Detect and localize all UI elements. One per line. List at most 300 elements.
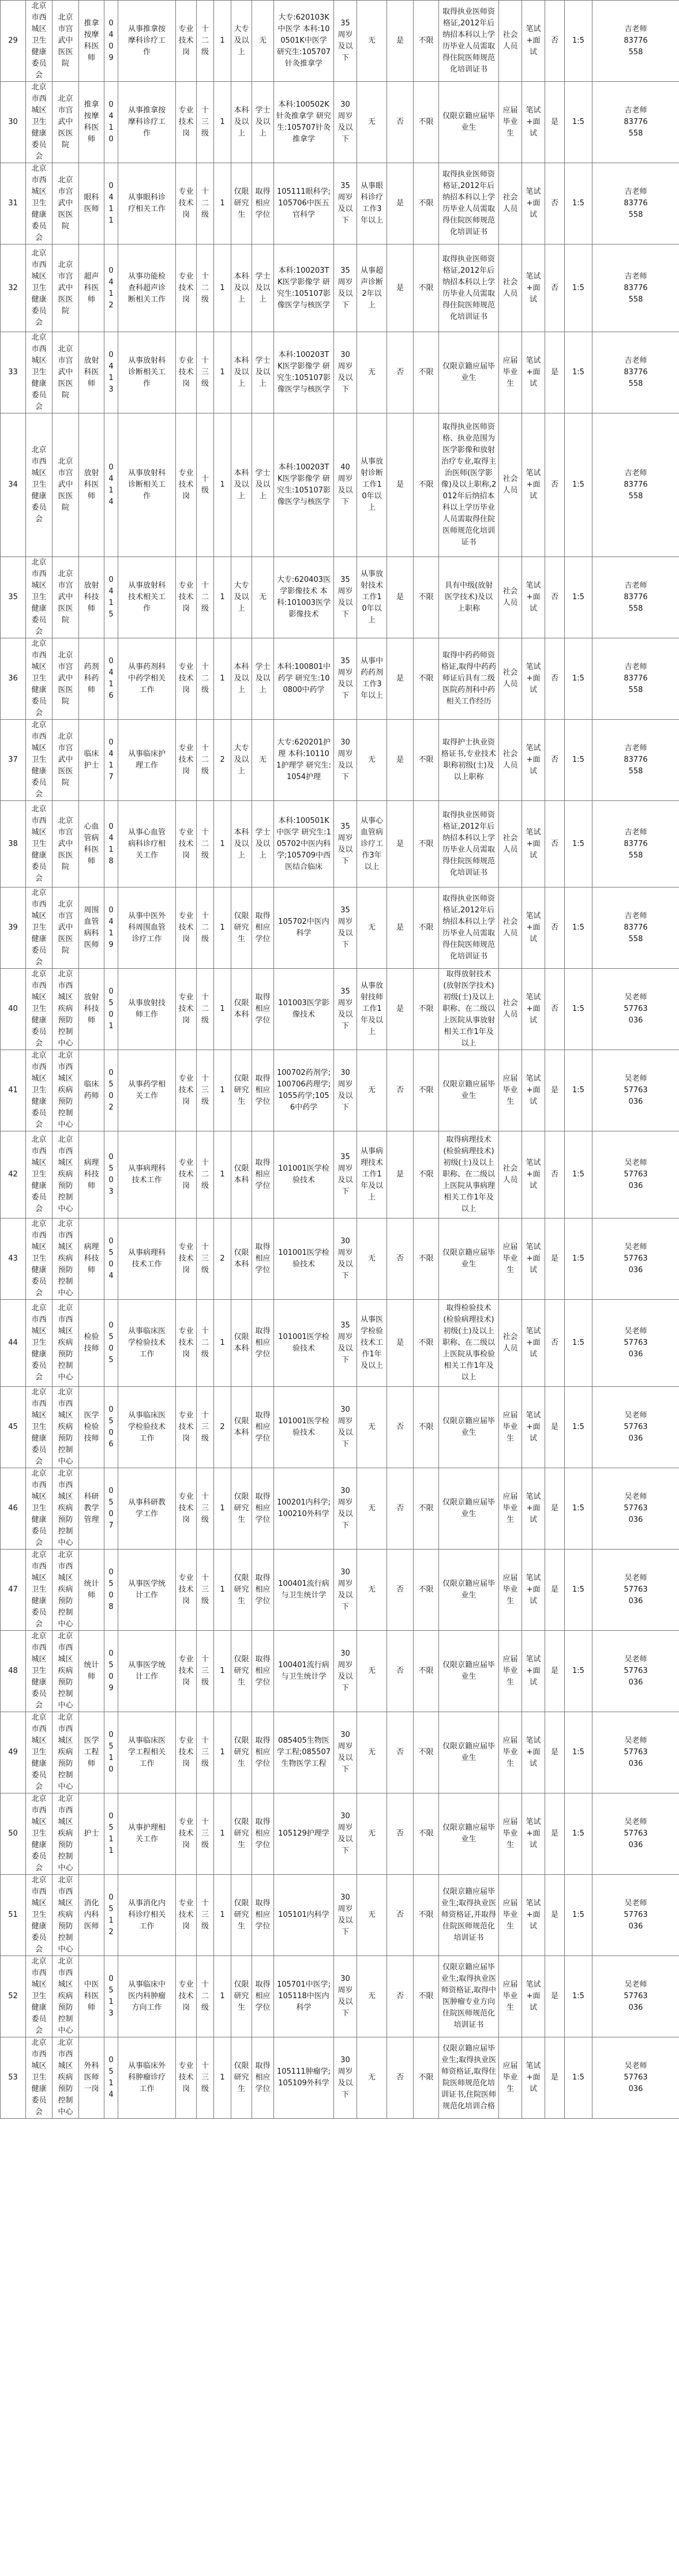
cell-level [197,638,214,720]
cell-degree-text: 取得相应学位 [255,2062,271,2093]
cell-experience [357,82,387,163]
cell-count-text: 1 [220,1748,225,1757]
cell-party-text: 不限 [418,1504,434,1513]
cell-contact-text: 吉老师83776558 [624,272,648,304]
cell-dept [26,1387,52,1468]
cell-count [214,969,231,1050]
cell-major [274,1712,334,1793]
cell-age [334,720,357,801]
cell-major [274,801,334,888]
cell-exam-text: 笔试+面试 [526,469,541,501]
cell-exam [522,1712,545,1793]
cell-post-text: 病理科技师 [84,1159,99,1190]
cell-ratio-text: 1:5 [572,1992,584,2000]
cell-ratio [565,557,592,638]
cell-no [1,1050,26,1131]
cell-contact [592,801,679,888]
cell-dept [26,245,52,332]
cell-ratio-text: 1:5 [572,1829,584,1838]
cell-intro-text: 从事中医外科周围血管诊疗工作 [127,912,166,943]
cell-count [214,332,231,413]
cell-exam [522,332,545,413]
cell-level-text: 十三级 [201,356,209,388]
cell-dept [26,1631,52,1712]
table-row [1,2037,679,2119]
cell-local-text: 是 [396,1170,404,1179]
cell-source-text: 社会人员 [502,1164,518,1184]
cell-degree-text: 取得相应学位 [255,1574,271,1605]
cell-age [334,1793,357,1875]
cell-post [79,1875,104,1956]
cell-major-text: 大专:620201护理 本科:101101护理学 研究生:1054护理 [276,738,331,781]
cell-degree [252,245,274,332]
cell-local [387,1468,414,1550]
cell-age [334,1131,357,1219]
cell-exam [522,2037,545,2119]
cell-ratio-text: 1:5 [572,1086,584,1095]
cell-count [214,720,231,801]
cell-education [231,1219,252,1300]
cell-exam [522,1956,545,2037]
cell-intro-text: 从事放射技师工作 [127,999,166,1019]
table-row [1,82,679,163]
cell-experience-text: 无 [367,118,376,126]
cell-other [439,1468,499,1550]
table-row [1,332,679,413]
cell-source [499,1875,522,1956]
cell-degree-text: 学士及以上 [255,356,271,388]
cell-education-text: 仅限本科 [234,1333,249,1353]
cell-local [387,1793,414,1875]
cell-dept [26,1219,52,1300]
cell-source-text: 社会人员 [502,833,518,854]
cell-category [176,1387,197,1468]
cell-source [499,245,522,332]
cell-special [545,1956,565,2037]
table-row [1,969,679,1050]
cell-special [545,82,565,163]
cell-category-text: 专业技术岗 [178,993,194,1025]
cell-dept [26,163,52,245]
cell-major [274,163,334,245]
cell-age-text: 35周岁及以下 [337,822,353,866]
cell-special-text: 是 [550,1829,558,1838]
cell-count [214,1468,231,1550]
cell-exam-text: 笔试+面试 [526,1818,541,1849]
cell-unit-text: 北京市西城区疾病预防控制中心 [58,1632,73,1710]
cell-level-text: 十三级 [201,1074,209,1106]
cell-no-text: 34 [8,480,18,489]
cell-party [414,1387,439,1468]
cell-post [79,332,104,413]
cell-code [104,1387,118,1468]
cell-special-text: 否 [550,1170,558,1179]
cell-party-text: 不限 [418,593,434,601]
cell-degree [252,1631,274,1712]
cell-party-text: 不限 [418,1748,434,1757]
cell-exam-text: 笔试+面试 [526,106,541,138]
cell-post [79,888,104,969]
cell-party-text: 不限 [418,1585,434,1594]
cell-intro [118,888,176,969]
cell-post [79,163,104,245]
cell-post-text: 检验技师 [84,1333,99,1353]
cell-no-text: 29 [8,36,18,45]
cell-unit-text: 北京市宫武中医医院 [58,457,73,512]
cell-post-text: 放射科技师 [84,581,99,613]
cell-category [176,638,197,720]
cell-degree-text: 无 [258,593,267,601]
cell-contact-text: 吴老师57763036 [624,2062,648,2093]
cell-education-text: 仅限本科 [234,1417,249,1437]
cell-ratio [565,82,592,163]
cell-unit-text: 北京市宫武中医医院 [58,900,73,955]
cell-special [545,1468,565,1550]
cell-special [545,888,565,969]
cell-intro-text: 从事消化内科诊疗相关工作 [127,1899,166,1931]
cell-local [387,1956,414,2037]
cell-dept-text: 北京市西城区卫生健康委员会 [31,1135,47,1213]
cell-degree-text: 取得相应学位 [255,1243,271,1274]
cell-intro [118,1712,176,1793]
cell-contact [592,1387,679,1468]
cell-education [231,557,252,638]
cell-dept-text: 北京市西城区卫生健康委员会 [31,889,47,967]
cell-dept [26,1793,52,1875]
cell-no-text: 35 [8,593,18,601]
cell-unit-text: 北京市西城区疾病预防控制中心 [58,1304,73,1382]
cell-exam-text: 笔试+面试 [526,25,541,57]
cell-unit [52,413,79,557]
cell-exam-text: 笔试+面试 [526,1411,541,1443]
table-row [1,163,679,245]
cell-contact [592,82,679,163]
cell-contact [592,332,679,413]
cell-level [197,2037,214,2119]
cell-dept [26,1,52,82]
cell-code-text: 0413 [108,351,114,394]
cell-intro-text: 从事医学统计工作 [127,1580,166,1600]
cell-local [387,720,414,801]
cell-other [439,332,499,413]
cell-major [274,413,334,557]
cell-intro-text: 从事病理科技术工作 [127,1248,166,1269]
cell-education [231,1387,252,1468]
cell-contact-text: 吉老师83776558 [624,581,648,613]
cell-other-text: 取得执业医师资格证,2012年后纳招本科以上学历毕业人员需取得住院医师规范化培训证书 [442,7,495,74]
cell-exam-text: 笔试+面试 [526,1074,541,1106]
cell-dept [26,969,52,1050]
cell-post [79,1468,104,1550]
cell-post-text: 病理科技师 [84,1243,99,1274]
cell-age-text: 35周岁及以下 [337,906,353,949]
cell-special-text: 否 [550,283,558,292]
cell-contact [592,1468,679,1550]
cell-other-text: 取得执业医师资格、执业范围为医学影像和放射治疗专业,取得主治医师(医学影像)及以上职称,2012年后纳招本科以上学历毕业人员需取得住院医师规范化培训证书 [441,423,497,547]
cell-party [414,1219,439,1300]
cell-major [274,1050,334,1131]
cell-party [414,720,439,801]
cell-category [176,245,197,332]
cell-ratio [565,638,592,720]
cell-exam-text: 笔试+面试 [526,581,541,613]
cell-other-text: 取得中药药师资格证,取得中药药师证后具有二级医院药剂科中药相关工作经历 [441,651,497,706]
table-row [1,1875,679,1956]
cell-category [176,1956,197,2037]
cell-education-text: 仅限研究生 [234,1980,249,2012]
cell-count [214,82,231,163]
cell-code-text: 0501 [108,987,114,1031]
cell-category [176,332,197,413]
cell-unit [52,1387,79,1468]
cell-no-text: 42 [8,1170,18,1179]
cell-degree-text: 学士及以上 [255,106,271,138]
cell-other [439,163,499,245]
cell-unit-text: 北京市宫武中医医院 [58,570,73,625]
cell-other [439,1219,499,1300]
cell-code [104,1468,118,1550]
cell-education [231,1956,252,2037]
cell-other [439,1793,499,1875]
cell-ratio-text: 1:5 [572,593,584,601]
cell-special-text: 是 [550,118,558,126]
cell-level [197,163,214,245]
cell-education [231,1468,252,1550]
cell-local-text: 是 [396,283,404,292]
cell-level-text: 十三级 [201,1574,209,1605]
cell-degree [252,1300,274,1387]
cell-count [214,557,231,638]
cell-source [499,557,522,638]
cell-count-text: 1 [220,480,225,489]
cell-post [79,557,104,638]
cell-party-text: 不限 [418,118,434,126]
cell-post [79,1550,104,1631]
cell-code [104,1631,118,1712]
cell-intro [118,1956,176,2037]
cell-special [545,638,565,720]
cell-education-text: 本科及以上 [234,469,249,501]
cell-age [334,1468,357,1550]
cell-ratio [565,1712,592,1793]
cell-source [499,1,522,82]
cell-contact [592,1875,679,1956]
cell-exam-text: 笔试+面试 [526,663,541,694]
cell-major [274,2037,334,2119]
cell-no-text: 37 [8,755,18,764]
cell-level [197,888,214,969]
cell-code-text: 0507 [108,1487,114,1530]
table-row [1,245,679,332]
cell-experience [357,557,387,638]
cell-level-text: 十三级 [201,1243,209,1274]
cell-party [414,1131,439,1219]
cell-experience [357,801,387,888]
cell-major [274,1793,334,1875]
cell-special-text: 是 [550,1254,558,1263]
cell-major-text: 101001医学检验技术 [278,1417,329,1437]
cell-ratio [565,888,592,969]
cell-category-text: 专业技术岗 [178,1492,194,1524]
cell-category [176,163,197,245]
cell-post-text: 心血管病科医师 [84,822,99,866]
cell-source [499,1468,522,1550]
cell-experience [357,332,387,413]
cell-contact-text: 吉老师83776558 [624,356,648,388]
cell-experience-text: 无 [367,1667,376,1675]
cell-ratio [565,1131,592,1219]
cell-experience [357,1956,387,2037]
cell-level-text: 十二级 [201,1980,209,2012]
cell-contact [592,1550,679,1631]
cell-source-text: 应届毕业生 [502,356,518,388]
cell-party-text: 不限 [418,1170,434,1179]
cell-other [439,1631,499,1712]
cell-local [387,82,414,163]
cell-age-text: 35周岁及以下 [337,657,353,700]
cell-post-text: 临床药师 [84,1080,99,1100]
cell-party-text: 不限 [418,368,434,377]
cell-exam-text: 笔试+面试 [526,1492,541,1524]
cell-experience-text: 无 [367,2073,376,2082]
cell-party-text: 不限 [418,1338,434,1347]
cell-count-text: 1 [220,1911,225,1919]
cell-category [176,1712,197,1793]
cell-source [499,1631,522,1712]
cell-no [1,969,26,1050]
cell-intro-text: 从事放射科诊断相关工作 [127,469,166,501]
cell-party-text: 不限 [418,199,434,208]
cell-count-text: 1 [220,1504,225,1513]
cell-local-text: 否 [396,1086,404,1095]
cell-education-text: 仅限研究生 [234,912,249,943]
cell-age [334,1387,357,1468]
cell-category-text: 专业技术岗 [178,1736,194,1768]
cell-unit-text: 北京市西城区疾病预防控制中心 [58,1388,73,1466]
cell-experience-text: 无 [367,36,376,45]
cell-ratio-text: 1:5 [572,2073,584,2082]
cell-age-text: 35周岁及以下 [337,1153,353,1196]
cell-category [176,1550,197,1631]
cell-unit [52,1550,79,1631]
cell-source [499,969,522,1050]
cell-contact [592,1219,679,1300]
cell-level-text: 十二级 [201,581,209,613]
cell-intro [118,163,176,245]
cell-education [231,332,252,413]
cell-special [545,969,565,1050]
cell-source-text: 应届毕业生 [502,1243,518,1274]
cell-dept [26,1550,52,1631]
table-row [1,413,679,557]
cell-ratio-text: 1:5 [572,1338,584,1347]
cell-ratio [565,969,592,1050]
cell-age-text: 30周岁及以下 [337,1405,353,1449]
cell-unit [52,801,79,888]
cell-code-text: 0513 [108,1975,114,2018]
cell-age-text: 30周岁及以下 [337,1649,353,1693]
cell-dept-text: 北京市西城区卫生健康委员会 [31,558,47,636]
cell-post-text: 统计师 [84,1661,99,1681]
cell-special-text: 否 [550,480,558,489]
cell-special [545,245,565,332]
cell-major-text: 本科:100203TK医学影像学 研究生:105107影像医学与核医学 [276,266,331,310]
cell-education-text: 大专及以上 [234,25,249,57]
cell-exam [522,413,545,557]
cell-other-text: 仅限京籍应届毕业生 [442,1248,495,1269]
cell-party-text: 不限 [418,1005,434,1013]
cell-major-text: 本科:100502K针灸推拿学 研究生:105707针灸推拿学 [276,100,332,144]
cell-level-text: 十三级 [201,1818,209,1849]
cell-other-text: 取得放射技术(放射医学技术)初级(士)及以上职称、在二级以上医院从事放射相关工作1年及以上 [442,970,495,1048]
cell-education [231,1631,252,1712]
cell-source [499,1131,522,1219]
cell-code [104,1,118,82]
cell-level [197,245,214,332]
cell-other [439,1875,499,1956]
cell-local [387,1300,414,1387]
cell-exam [522,1219,545,1300]
cell-level-text: 十二级 [201,912,209,943]
cell-code [104,969,118,1050]
cell-experience-text: 无 [367,1992,376,2000]
cell-exam-text: 笔试+面试 [526,187,541,219]
cell-degree [252,413,274,557]
cell-contact-text: 吴老师57763036 [624,1899,648,1931]
cell-local [387,1875,414,1956]
cell-experience-text: 从事医学检验技术工作1年及以上 [360,1315,383,1370]
cell-post [79,1793,104,1875]
cell-age [334,801,357,888]
cell-dept-text: 北京市西城区卫生健康委员会 [31,1632,47,1710]
cell-source [499,1387,522,1468]
cell-major-text: 本科:100203TK医学影像学 研究生:105107影像医学与核医学 [276,351,331,394]
cell-post-text: 医学检验技师 [84,1411,99,1443]
cell-major [274,1219,334,1300]
cell-code-text: 0504 [108,1237,114,1280]
cell-party [414,1300,439,1387]
cell-code [104,720,118,801]
cell-code-text: 0510 [108,1731,114,1774]
cell-experience [357,720,387,801]
cell-special [545,1631,565,1712]
cell-no [1,245,26,332]
cell-experience-text: 无 [367,1829,376,1838]
cell-count [214,413,231,557]
cell-count [214,888,231,969]
cell-party-text: 不限 [418,36,434,45]
cell-ratio-text: 1:5 [572,1911,584,1919]
cell-experience-text: 从事眼科诊疗工作3年以上 [360,182,383,225]
cell-age [334,245,357,332]
cell-major [274,1550,334,1631]
cell-party [414,1631,439,1712]
cell-source [499,332,522,413]
cell-code-text: 0417 [108,738,114,781]
cell-degree [252,2037,274,2119]
cell-ratio [565,720,592,801]
cell-local-text: 否 [396,1585,404,1594]
cell-education [231,1050,252,1131]
cell-post [79,1,104,82]
cell-count [214,1550,231,1631]
cell-other-text: 仅限京籍应届毕业生;取得执业医师资格证,并取得住院医师规范化培训证书 [441,1887,497,1942]
cell-post [79,2037,104,2119]
cell-ratio [565,413,592,557]
cell-count [214,1875,231,1956]
cell-source-text: 应届毕业生 [502,106,518,138]
cell-count-text: 1 [220,1667,225,1675]
